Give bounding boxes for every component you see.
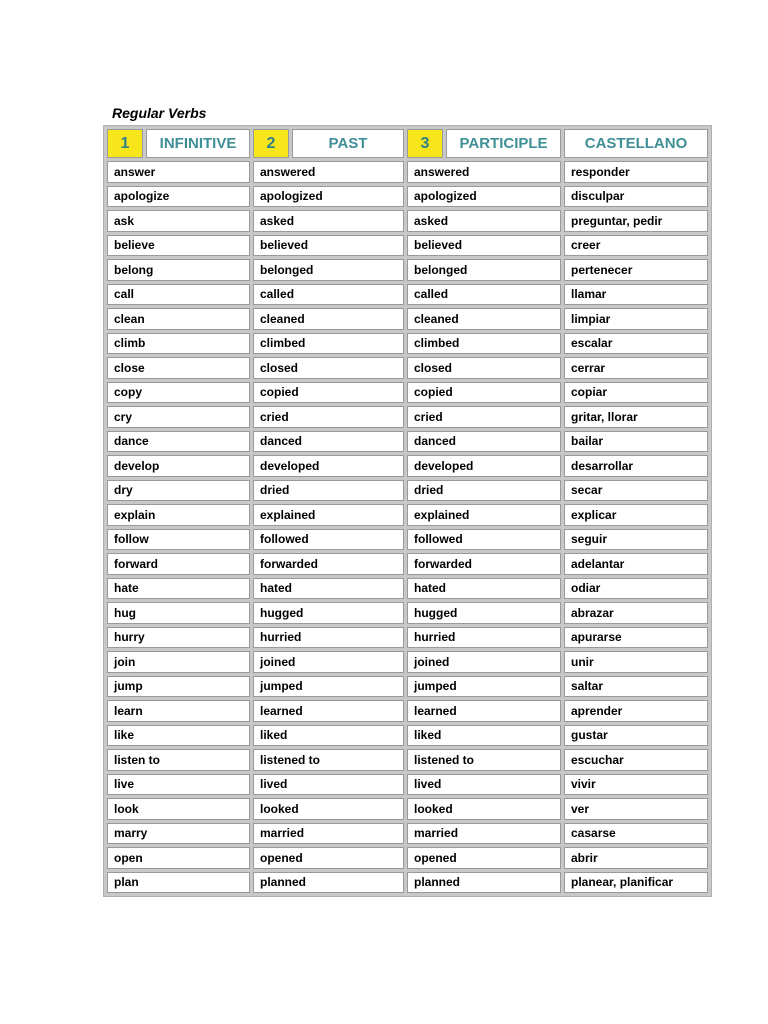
- infinitive-cell: explain: [107, 504, 250, 526]
- table-row: [107, 774, 708, 796]
- participle-cell: married: [407, 823, 561, 845]
- infinitive-cell: open: [107, 847, 250, 869]
- past-cell: hugged: [253, 602, 404, 624]
- past-cell: lived: [253, 774, 404, 796]
- table-row: [107, 210, 708, 232]
- verbs-table: [103, 125, 712, 897]
- past-cell: developed: [253, 455, 404, 477]
- infinitive-cell: live: [107, 774, 250, 796]
- table-row: [107, 480, 708, 502]
- past-cell: cried: [253, 406, 404, 428]
- infinitive-cell: belong: [107, 259, 250, 281]
- table-row: [107, 725, 708, 747]
- table-row: [107, 284, 708, 306]
- castellano-cell: bailar: [564, 431, 708, 453]
- castellano-cell: casarse: [564, 823, 708, 845]
- table-row: [107, 578, 708, 600]
- header-past: PAST: [292, 129, 404, 158]
- participle-cell: apologized: [407, 186, 561, 208]
- participle-cell: copied: [407, 382, 561, 404]
- participle-cell: planned: [407, 872, 561, 894]
- infinitive-cell: close: [107, 357, 250, 379]
- header-castellano: CASTELLANO: [564, 129, 708, 158]
- table-row: [107, 847, 708, 869]
- header-infinitive: INFINITIVE: [146, 129, 250, 158]
- infinitive-cell: hug: [107, 602, 250, 624]
- participle-cell: asked: [407, 210, 561, 232]
- table-row: [107, 357, 708, 379]
- page-title: Regular Verbs: [112, 105, 207, 121]
- infinitive-cell: join: [107, 651, 250, 673]
- past-cell: planned: [253, 872, 404, 894]
- past-cell: climbed: [253, 333, 404, 355]
- column-number-2: 2: [253, 129, 289, 158]
- participle-cell: learned: [407, 700, 561, 722]
- header-row: [107, 129, 708, 158]
- past-cell: listened to: [253, 749, 404, 771]
- infinitive-cell: look: [107, 798, 250, 820]
- infinitive-cell: call: [107, 284, 250, 306]
- table-row: [107, 333, 708, 355]
- castellano-cell: explicar: [564, 504, 708, 526]
- infinitive-cell: apologize: [107, 186, 250, 208]
- participle-cell: climbed: [407, 333, 561, 355]
- infinitive-cell: dance: [107, 431, 250, 453]
- table-row: [107, 308, 708, 330]
- past-cell: called: [253, 284, 404, 306]
- castellano-cell: cerrar: [564, 357, 708, 379]
- table-row: [107, 872, 708, 894]
- castellano-cell: gritar, llorar: [564, 406, 708, 428]
- infinitive-cell: follow: [107, 529, 250, 551]
- past-cell: joined: [253, 651, 404, 673]
- castellano-cell: abrazar: [564, 602, 708, 624]
- castellano-cell: unir: [564, 651, 708, 673]
- table-row: [107, 235, 708, 257]
- castellano-cell: escalar: [564, 333, 708, 355]
- participle-cell: dried: [407, 480, 561, 502]
- past-cell: followed: [253, 529, 404, 551]
- participle-cell: developed: [407, 455, 561, 477]
- participle-cell: belonged: [407, 259, 561, 281]
- infinitive-cell: clean: [107, 308, 250, 330]
- past-cell: cleaned: [253, 308, 404, 330]
- castellano-cell: saltar: [564, 676, 708, 698]
- infinitive-cell: hurry: [107, 627, 250, 649]
- infinitive-cell: plan: [107, 872, 250, 894]
- infinitive-cell: hate: [107, 578, 250, 600]
- table-row: [107, 504, 708, 526]
- castellano-cell: planear, planificar: [564, 872, 708, 894]
- past-cell: forwarded: [253, 553, 404, 575]
- participle-cell: danced: [407, 431, 561, 453]
- infinitive-cell: cry: [107, 406, 250, 428]
- castellano-cell: llamar: [564, 284, 708, 306]
- table-row: [107, 259, 708, 281]
- participle-cell: hated: [407, 578, 561, 600]
- infinitive-cell: marry: [107, 823, 250, 845]
- past-cell: asked: [253, 210, 404, 232]
- infinitive-cell: copy: [107, 382, 250, 404]
- table-row: [107, 431, 708, 453]
- table-row: [107, 161, 708, 183]
- past-cell: looked: [253, 798, 404, 820]
- participle-cell: believed: [407, 235, 561, 257]
- table-row: [107, 553, 708, 575]
- infinitive-cell: listen to: [107, 749, 250, 771]
- participle-cell: joined: [407, 651, 561, 673]
- participle-cell: listened to: [407, 749, 561, 771]
- past-cell: learned: [253, 700, 404, 722]
- infinitive-cell: ask: [107, 210, 250, 232]
- past-cell: dried: [253, 480, 404, 502]
- castellano-cell: desarrollar: [564, 455, 708, 477]
- table-row: [107, 651, 708, 673]
- castellano-cell: abrir: [564, 847, 708, 869]
- table-row: [107, 798, 708, 820]
- verbs-table-body: [107, 129, 708, 893]
- participle-cell: answered: [407, 161, 561, 183]
- participle-cell: hurried: [407, 627, 561, 649]
- table-row: [107, 186, 708, 208]
- past-cell: hated: [253, 578, 404, 600]
- castellano-cell: ver: [564, 798, 708, 820]
- infinitive-cell: dry: [107, 480, 250, 502]
- infinitive-cell: like: [107, 725, 250, 747]
- table-row: [107, 700, 708, 722]
- participle-cell: liked: [407, 725, 561, 747]
- past-cell: answered: [253, 161, 404, 183]
- participle-cell: cried: [407, 406, 561, 428]
- castellano-cell: apurarse: [564, 627, 708, 649]
- castellano-cell: creer: [564, 235, 708, 257]
- column-number-1: 1: [107, 129, 143, 158]
- participle-cell: hugged: [407, 602, 561, 624]
- past-cell: believed: [253, 235, 404, 257]
- table-row: [107, 749, 708, 771]
- castellano-cell: odiar: [564, 578, 708, 600]
- participle-cell: looked: [407, 798, 561, 820]
- castellano-cell: escuchar: [564, 749, 708, 771]
- castellano-cell: preguntar, pedir: [564, 210, 708, 232]
- participle-cell: jumped: [407, 676, 561, 698]
- past-cell: opened: [253, 847, 404, 869]
- castellano-cell: disculpar: [564, 186, 708, 208]
- participle-cell: forwarded: [407, 553, 561, 575]
- participle-cell: cleaned: [407, 308, 561, 330]
- table-row: [107, 529, 708, 551]
- participle-cell: followed: [407, 529, 561, 551]
- participle-cell: called: [407, 284, 561, 306]
- castellano-cell: seguir: [564, 529, 708, 551]
- participle-cell: closed: [407, 357, 561, 379]
- infinitive-cell: believe: [107, 235, 250, 257]
- header-participle: PARTICIPLE: [446, 129, 561, 158]
- past-cell: copied: [253, 382, 404, 404]
- infinitive-cell: answer: [107, 161, 250, 183]
- past-cell: danced: [253, 431, 404, 453]
- participle-cell: lived: [407, 774, 561, 796]
- table-row: [107, 455, 708, 477]
- castellano-cell: secar: [564, 480, 708, 502]
- past-cell: apologized: [253, 186, 404, 208]
- table-row: [107, 602, 708, 624]
- table-row: [107, 676, 708, 698]
- infinitive-cell: jump: [107, 676, 250, 698]
- past-cell: married: [253, 823, 404, 845]
- table-row: [107, 823, 708, 845]
- participle-cell: explained: [407, 504, 561, 526]
- table-row: [107, 382, 708, 404]
- past-cell: hurried: [253, 627, 404, 649]
- table-row: [107, 627, 708, 649]
- infinitive-cell: climb: [107, 333, 250, 355]
- infinitive-cell: forward: [107, 553, 250, 575]
- past-cell: explained: [253, 504, 404, 526]
- column-number-3: 3: [407, 129, 443, 158]
- infinitive-cell: develop: [107, 455, 250, 477]
- castellano-cell: adelantar: [564, 553, 708, 575]
- castellano-cell: pertenecer: [564, 259, 708, 281]
- castellano-cell: gustar: [564, 725, 708, 747]
- past-cell: jumped: [253, 676, 404, 698]
- table-row: [107, 406, 708, 428]
- past-cell: liked: [253, 725, 404, 747]
- castellano-cell: vivir: [564, 774, 708, 796]
- participle-cell: opened: [407, 847, 561, 869]
- past-cell: closed: [253, 357, 404, 379]
- castellano-cell: responder: [564, 161, 708, 183]
- castellano-cell: limpiar: [564, 308, 708, 330]
- castellano-cell: aprender: [564, 700, 708, 722]
- past-cell: belonged: [253, 259, 404, 281]
- castellano-cell: copiar: [564, 382, 708, 404]
- infinitive-cell: learn: [107, 700, 250, 722]
